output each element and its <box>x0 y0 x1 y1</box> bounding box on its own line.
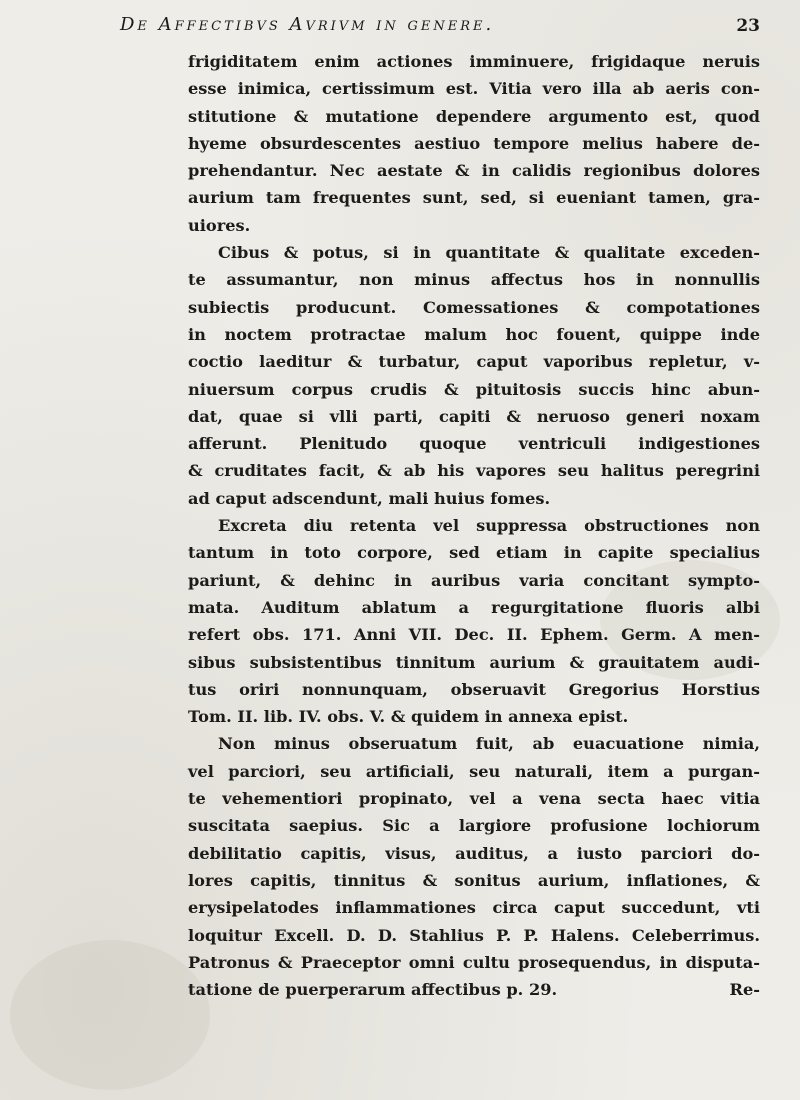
text-line: suscitata saepius. Sic a largiore profusione lochiorum <box>188 816 760 836</box>
text-line: & cruditates facit, & ab his vapores seu halitus peregrini <box>188 461 760 481</box>
running-head: De Affectibvs Avrivm in genere. <box>120 14 495 35</box>
text-line: afferunt. Plenitudo quoque ventriculi indigestiones <box>188 434 760 454</box>
text-line: hyeme obsurdescentes aestiuo tempore melius habere de- <box>188 133 760 153</box>
text-line: coctio laeditur & turbatur, caput vaporibus repletur, v- <box>188 352 760 372</box>
text-line: te assumantur, non minus affectus hos in nonnullis <box>188 270 760 290</box>
text-line: subiectis producunt. Comessationes & compotationes <box>188 297 760 317</box>
body-text <box>188 48 760 1003</box>
text-line: Excreta diu retenta vel suppressa obstructiones non <box>218 516 760 536</box>
page-number: 23 <box>736 16 760 36</box>
text-line: refert obs. 171. Anni VII. Dec. II. Ephem. Germ. A men- <box>188 625 760 645</box>
page-header <box>120 6 760 42</box>
paper-stain <box>10 940 210 1090</box>
text-line: vel parciori, seu artificiali, seu naturali, item a purgan- <box>188 761 760 781</box>
text-line: frigiditatem enim actiones imminuere, frigidaque neruis <box>188 52 760 71</box>
text-line: in noctem protractae malum hoc fouent, quippe inde <box>188 324 760 344</box>
text-line: lores capitis, tinnitus & sonitus aurium, inflationes, & <box>188 870 760 890</box>
text-line: Cibus & potus, si in quantitate & qualitate exceden- <box>218 243 760 263</box>
text-line: Non minus obseruatum fuit, ab euacuatione nimia, <box>218 734 760 754</box>
text-line: te vehementiori propinato, vel a vena secta haec vitia <box>188 789 760 809</box>
text-line: dat, quae si vlli parti, capiti & neruoso generi noxam <box>188 406 760 426</box>
text-line: debilitatio capitis, visus, auditus, a iusto parciori do- <box>188 843 760 863</box>
text-line: esse inimica, certissimum est. Vitia vero illa ab aeris con- <box>188 79 760 99</box>
text-line: mata. Auditum ablatum a regurgitatione fluoris albi <box>188 597 760 617</box>
text-line: Tom. II. lib. IV. obs. V. & quidem in annexa epist. <box>188 707 629 727</box>
catchword: Re- <box>729 980 760 1000</box>
text-line: pariunt, & dehinc in auribus varia concitant sympto- <box>188 570 760 590</box>
text-line: tantum in toto corpore, sed etiam in capite specialius <box>188 543 760 563</box>
text-line: loquitur Excell. D. D. Stahlius P. P. Halens. Celeberrimus. <box>188 925 760 945</box>
text-line: sibus subsistentibus tinnitum aurium & grauitatem audi- <box>188 652 760 672</box>
text-line: niuersum corpus crudis & pituitosis succis hinc abun- <box>188 379 760 399</box>
text-line: Patronus & Praeceptor omni cultu prosequendus, in disputa- <box>188 952 760 972</box>
text-line: erysipelatodes inflammationes circa caput succedunt, vti <box>188 898 760 918</box>
text-line: tus oriri nonnunquam, obseruavit Gregorius Horstius <box>188 679 760 699</box>
text-line: stitutione & mutatione dependere argumento est, quod <box>188 106 760 126</box>
text-line: tatione de puerperarum affectibus p. 29. Re- <box>188 976 760 1003</box>
text-line: ad caput adscendunt, mali huius fomes. <box>188 488 551 508</box>
text-line: prehendantur. Nec aestate & in calidis regionibus dolores <box>188 161 760 181</box>
text-line: aurium tam frequentes sunt, sed, si eueniant tamen, gra- <box>188 188 760 208</box>
text-line: uiores. <box>188 215 251 235</box>
